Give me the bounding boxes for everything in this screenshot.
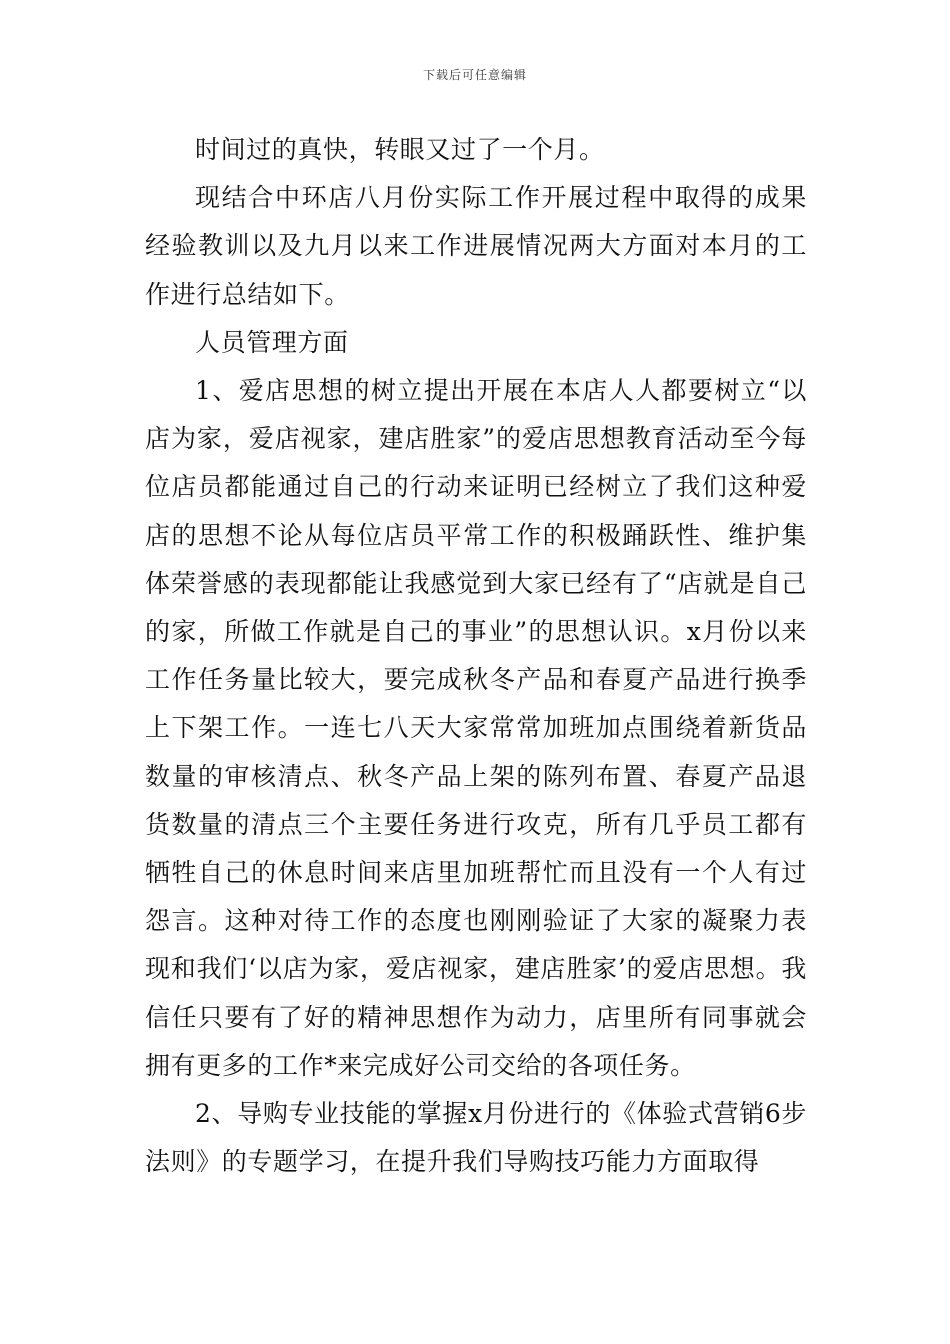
paragraph-summary: 现结合中环店八月份实际工作开展过程中取得的成果经验教训以及九月以来工作进展情况两大方面对本月的工作进行总结如下。 [145, 183, 807, 309]
section-heading-staff-management: 人员管理方面 [195, 327, 349, 357]
document-body [145, 126, 807, 1186]
page-header: 下载后可任意编辑 [422, 68, 527, 82]
paragraph-item-1: 1、爱店思想的树立提出开展在本店人人都要树立“以店为家，爱店视家，建店胜家”的爱店思想教育活动至今每位店员都能通过自己的行动来证明已经树立了我们这种爱店的思想不论从每位店员平常工作的积极踊跃性、维护集体荣誉感的表现都能让我感觉到大家已经有了“店就是自己的家，所做工作就是自己的事业”的思想认识。x月份以来工作任务量比较大，要完成秋冬产品和春夏产品进行换季上下架工作。一连七八天大家常常加班加点围绕着新货品数量的审核清点、秋冬产品上架的陈列布置、春夏产品退货数量的清点三个主要任务进行攻克，所有几乎员工都有牺牲自己的休息时间来店里加班帮忙而且没有一个人有过怨言。这种对待工作的态度也刚刚验证了大家的凝聚力表现和我们‘以店为家，爱店视家，建店胜家’的爱店思想。我信任只要有了好的精神思想作为动力，店里所有同事就会拥有更多的工作*来完成好公司交给的各项任务。 [145, 376, 807, 1080]
paragraph-intro: 时间过的真快，转眼又过了一个月。 [195, 135, 605, 164]
paragraph-item-2: 2、导购专业技能的掌握x月份进行的《体验式营销6步法则》的专题学习，在提升我们导购技巧能力方面取得 [145, 1099, 807, 1177]
